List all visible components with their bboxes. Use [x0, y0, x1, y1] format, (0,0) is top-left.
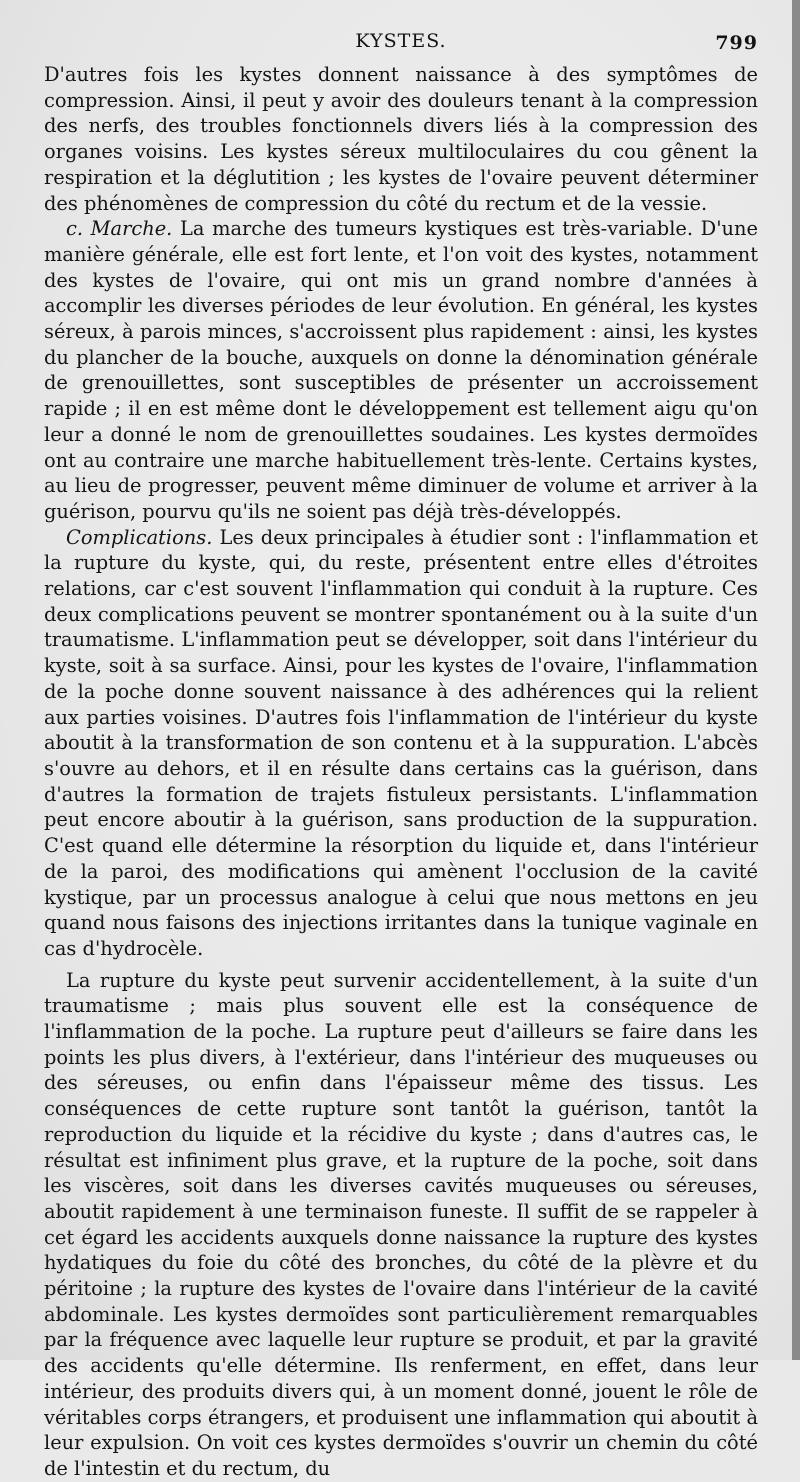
paragraph-text: La marche des tumeurs kystiques est très-variable. D'une manière générale, elle est fort lente, et l'on voit des kystes, notamment des kystes de l'ovaire, qui ont mis un grand nombre d'années à accomplir les diverses périodes de leur évolution. En général, les kystes séreux, à parois minces, s'accroissent plus rapidement : ainsi, les kystes du plancher de la bouche, auxquels on donne la dénomination générale de grenouillettes, sont susceptibles de présenter un accroissement rapide ; il en est même dont le développement est tellement aigu qu'on leur a donné le nom de grenouillettes soudaines. Les kystes dermoïdes ont au contraire une marche habituellement très-lente. Certains kystes, au lieu de progresser, peuvent même diminuer de volume et arriver à la guérison, pourvu qu'ils ne soient pas déjà très-développés. [44, 217, 759, 523]
page-edge-shadow [792, 0, 800, 1360]
paragraph-text: D'autres fois les kystes donnent naissance à des symptômes de compression. Ainsi, il peut y avoir des douleurs tenant à la compression des nerfs, des troubles fonctionnels divers liés à la compression des organes voisins. Les kystes séreux multiloculaires du cou gênent la respiration et la déglutition ; les kystes de l'ovaire peuvent déterminer des phénomènes de compression du côté du rectum et de la vessie. [44, 63, 758, 215]
page-number: 799 [715, 32, 758, 54]
paragraph-compression [44, 62, 758, 216]
paragraph-marche [44, 216, 758, 524]
paragraph-text: La rupture du kyste peut survenir accidentellement, à la suite d'un traumatisme ; mais plus souvent elle est la conséquence de l'inflammation de la poche. La rupture peut d'ailleurs se faire dans les points les plus divers, à l'extérieur, dans l'intérieur des muqueuses ou des séreuses, ou enfin dans l'épaisseur même des tissus. Les conséquences de cette rupture sont tantôt la guérison, tantôt la reproduction du liquide et la récidive du kyste ; dans d'autres cas, le résultat est infiniment plus grave, et la rupture de la poche, soit dans les viscères, soit dans les diverses cavités muqueuses ou séreuses, aboutit rapidement à une terminaison funeste. Il suffit de se rappeler à cet égard les accidents auxquels donne naissance la rupture des kystes hydatiques du foie du côté des bronches, du côté de la plèvre et du péritoine ; la rupture des kystes de l'ovaire dans l'intérieur de la cavité abdominale. Les kystes dermoïdes sont particulièrement remarquables par la fréquence avec laquelle leur rupture se produit, et par la gravité des accidents qu'elle détermine. Ils renferment, en effet, dans leur intérieur, des produits divers qui, à un moment donné, jouent le rôle de véritables corps étrangers, et produisent une inflammation qui aboutit à leur expulsion. On voit ces kystes dermoïdes s'ouvrir un chemin du côté de l'intestin et du rectum, du [44, 968, 758, 1480]
section-heading-marche: c. Marche. [66, 217, 173, 241]
paragraph-complications [44, 525, 758, 962]
running-title: KYSTES. [355, 30, 447, 52]
page-header [44, 22, 758, 62]
paragraph-text: Les deux principales à étudier sont : l'inflammation et la rupture du kyste, qui, du reste, présentent entre elles d'étroites relations, car c'est souvent l'inflammation qui conduit à la rupture. Ces deux complications peuvent se montrer spontanément ou à la suite d'un traumatisme. L'inflammation peut se développer, soit dans l'intérieur du kyste, soit à sa surface. Ainsi, pour les kystes de l'ovaire, l'inflammation de la poche donne souvent naissance à des adhérences qui la relient aux parties voisines. D'autres fois l'inflammation de l'intérieur du kyste aboutit à la transformation de son contenu et à la suppuration. L'abcès s'ouvre au dehors, et il en résulte dans certains cas la guérison, dans d'autres la formation de trajets fistuleux persistants. L'inflammation peut encore aboutir à la guérison, sans production de la suppuration. C'est quand elle détermine la résorption du liquide et, dans l'intérieur de la paroi, des modifications qui amènent l'occlusion de la cavité kystique, par un processus analogue à celui que nous mettons en jeu quand nous faisons des injections irritantes dans la tunique vaginale en cas d'hydrocèle. [44, 525, 758, 960]
section-heading-complications: Complications. [66, 525, 213, 549]
body-text [44, 62, 758, 1482]
paragraph-rupture [44, 968, 758, 1482]
